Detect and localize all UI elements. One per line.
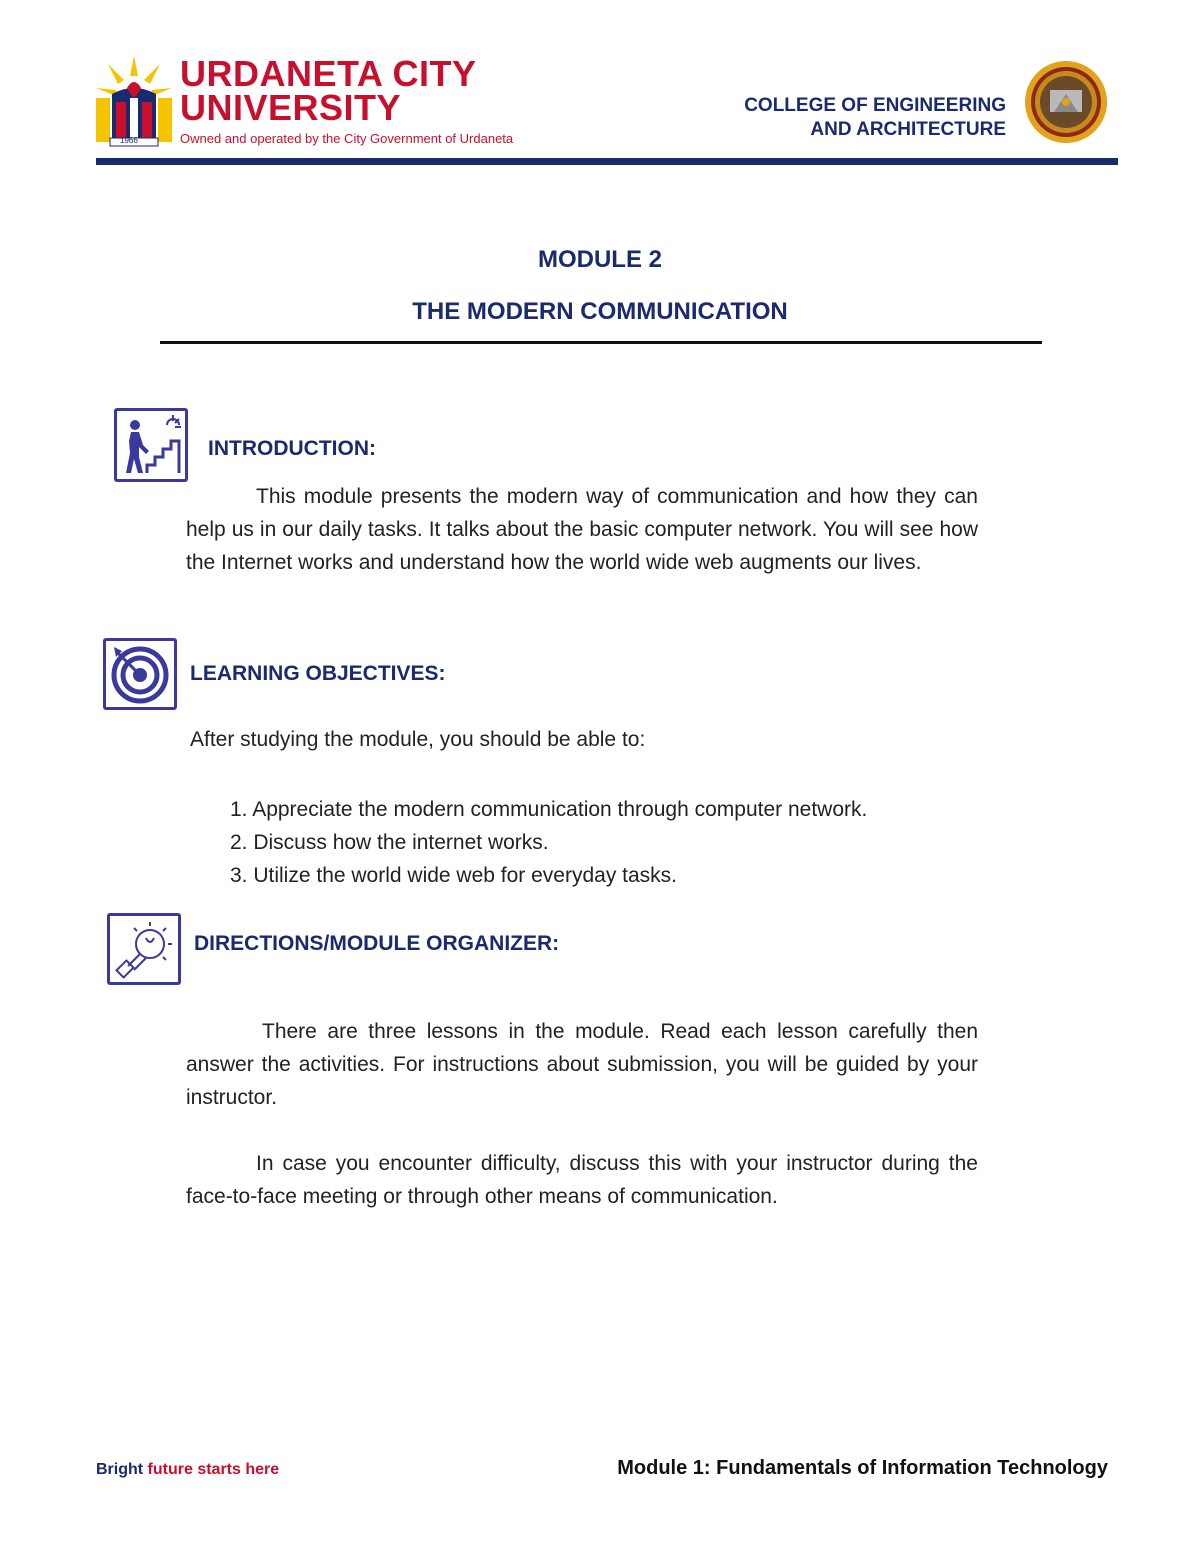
stairs-climber-icon (114, 408, 188, 482)
footer-slogan-bright: Bright (96, 1461, 144, 1478)
target-icon (103, 638, 177, 710)
title-divider (160, 341, 1042, 344)
university-logo (94, 54, 174, 148)
objectives-heading: LEARNING OBJECTIVES: (190, 662, 446, 685)
directions-paragraph-1: There are three lessons in the module. Read each lesson carefully then answer the activities. For instructions about submission, you will be guided by your instructor. (186, 1020, 978, 1109)
list-item: 1. Appreciate the modern communication through computer network. (230, 798, 868, 821)
introduction-heading: INTRODUCTION: (208, 437, 376, 460)
header-divider (96, 158, 1118, 165)
college-seal (1024, 60, 1108, 144)
university-name-line1: URDANETA CITY (180, 53, 477, 94)
objectives-list (230, 793, 867, 892)
lightbulb-icon (107, 913, 181, 985)
university-logo-icon (94, 54, 174, 148)
college-name-line2: AND ARCHITECTURE (810, 119, 1006, 140)
list-item: 3. Utilize the world wide web for everyday tasks. (230, 864, 678, 887)
objectives-lead: After studying the module, you should be able to: (190, 728, 646, 751)
module-number: MODULE 2 (537, 246, 662, 273)
list-item: 2. Discuss how the internet works. (230, 831, 549, 854)
college-name-line1: COLLEGE OF ENGINEERING (744, 95, 1006, 116)
logo-year: 1966 (120, 136, 138, 145)
footer-slogan (96, 1461, 279, 1479)
directions-paragraph-2: In case you encounter difficulty, discuss this with your instructor during the face-to-face meeting or through other means of communication. (186, 1152, 978, 1208)
directions-heading: DIRECTIONS/MODULE ORGANIZER: (194, 932, 560, 955)
university-name-line2: UNIVERSITY (180, 87, 402, 128)
college-seal-icon (1024, 60, 1108, 144)
university-tagline: Owned and operated by the City Government of Urdaneta (180, 131, 514, 146)
introduction-text: This module presents the modern way of communication and how they can help us in our daily tasks. It talks about the basic computer network. You will see how the Internet works and understand how the world wide web augments our lives. (186, 485, 978, 574)
footer-module-label: Module 1: Fundamentals of Information Technology (617, 1457, 1108, 1479)
module-title: THE MODERN COMMUNICATION (412, 298, 788, 325)
footer-slogan-rest: future starts here (143, 1461, 280, 1478)
